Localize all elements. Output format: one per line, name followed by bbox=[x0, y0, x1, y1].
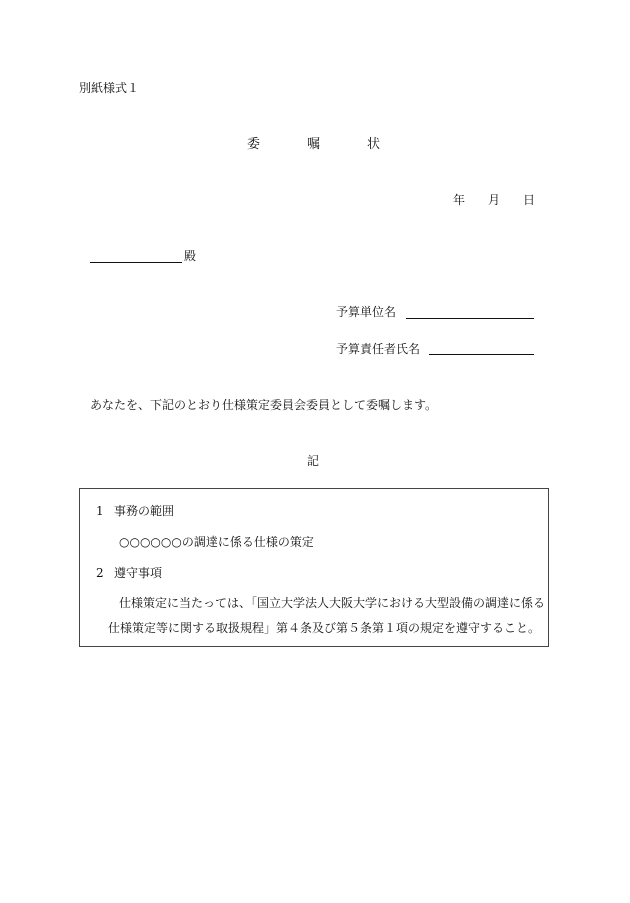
ki-heading: 記 bbox=[307, 454, 320, 468]
item-2-body-line-1: 仕様策定に当たっては、「国立大学法人大阪大学における大型設備の調達に係る bbox=[119, 596, 546, 610]
item-2-heading: 遵守事項 bbox=[114, 566, 163, 580]
item-2-body-line-2: 仕様策定等に関する取扱規程」第４条及び第５条第１項の規定を遵守すること。 bbox=[108, 621, 541, 635]
item-1-number: 1 bbox=[96, 504, 104, 518]
addressee-name-line bbox=[90, 262, 182, 263]
budget-unit-line bbox=[406, 318, 534, 319]
date-month-label: 月 bbox=[488, 193, 501, 207]
item-1-heading: 事務の範囲 bbox=[114, 504, 175, 518]
addressee-suffix: 殿 bbox=[184, 249, 197, 263]
budget-person-label: 予算責任者氏名 bbox=[336, 342, 421, 356]
item-2-number: 2 bbox=[96, 566, 104, 580]
title-char-1: 委 bbox=[247, 137, 261, 152]
title-char-2: 嘱 bbox=[307, 137, 321, 152]
budget-unit-label: 予算単位名 bbox=[336, 305, 397, 319]
form-label: 別紙様式１ bbox=[79, 81, 140, 95]
title-char-3: 状 bbox=[367, 137, 381, 152]
date-year-label: 年 bbox=[453, 193, 466, 207]
date-day-label: 日 bbox=[523, 193, 536, 207]
budget-person-line bbox=[429, 354, 534, 355]
intro-text: あなたを、下記のとおり仕様策定委員会委員として委嘱します。 bbox=[90, 398, 438, 412]
item-1-body: ○○○○○○の調達に係る仕様の策定 bbox=[119, 535, 314, 549]
